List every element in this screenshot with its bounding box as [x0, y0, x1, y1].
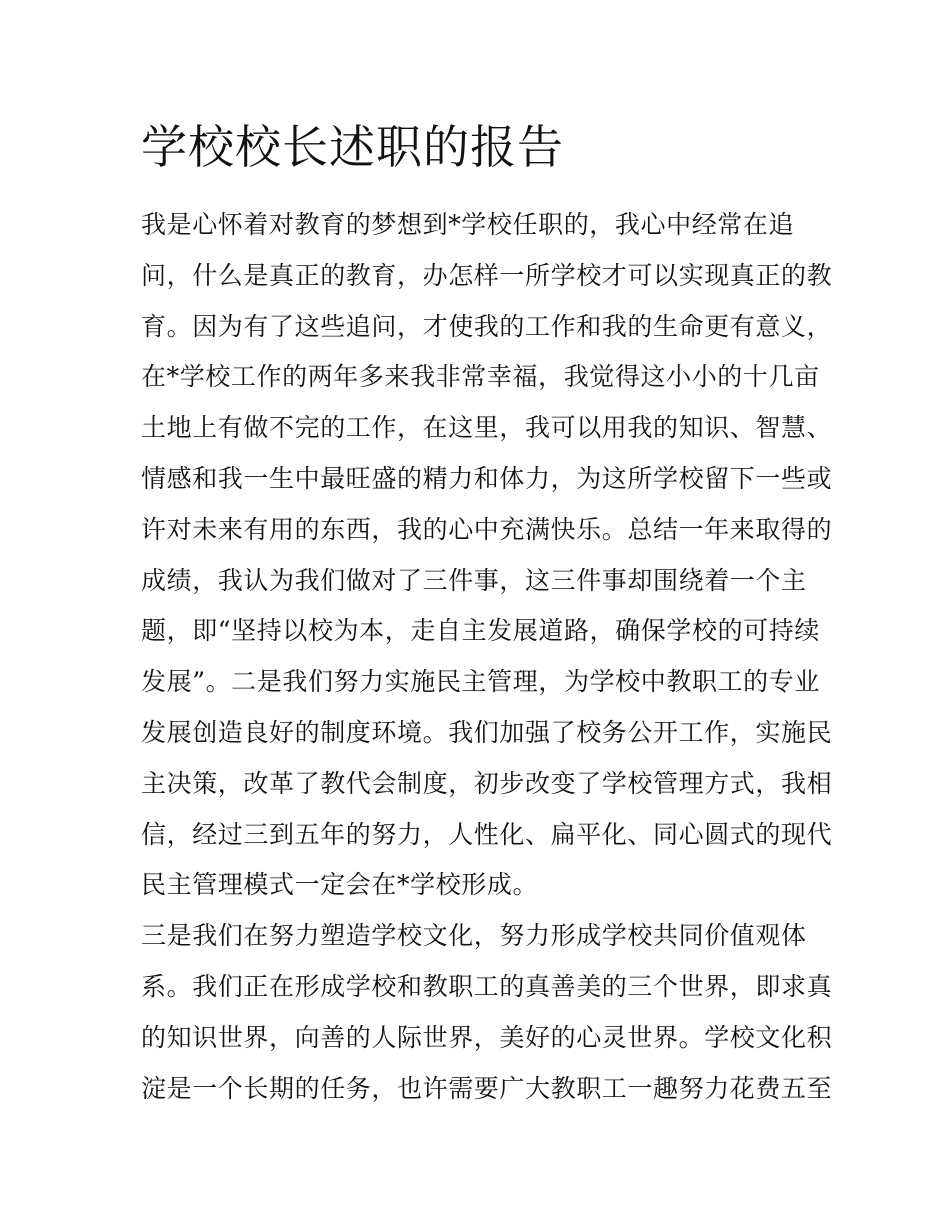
body-line: 主决策，改革了教代会制度，初步改变了学校管理方式，我相: [141, 768, 833, 798]
body-line: 土地上有做不完的工作，在这里，我可以用我的知识、智慧、: [141, 413, 833, 443]
body-line: 我是心怀着对教育的梦想到*学校任职的，我心中经常在追: [141, 210, 795, 239]
body-line: 系。我们正在形成学校和教职工的真善美的三个世界，即求真: [141, 971, 833, 1001]
body-line: 三是我们在努力塑造学校文化，努力形成学校共同价值观体: [141, 921, 807, 951]
body-line: 的知识世界，向善的人际世界，美好的心灵世界。学校文化积: [141, 1022, 833, 1052]
body-line: 育。因为有了这些追问，才使我的工作和我的生命更有意义，: [141, 311, 833, 341]
document-body: [141, 200, 833, 1114]
document-title: 学校校长述职的报告: [141, 120, 564, 174]
body-line: 发展创造良好的制度环境。我们加强了校务公开工作，实施民: [141, 717, 833, 747]
body-line: 民主管理模式一定会在*学校形成。: [141, 870, 539, 900]
body-line: 问，什么是真正的教育，办怎样一所学校才可以实现真正的教: [141, 260, 833, 290]
body-line: 许对未来有用的东西，我的心中充满快乐。总结一年来取得的: [141, 514, 833, 544]
body-line: 题，即“坚持以校为本，走自主发展道路，确保学校的可持续: [141, 616, 820, 646]
body-line: 成绩，我认为我们做对了三件事，这三件事却围绕着一个主: [141, 565, 807, 595]
body-line: 在*学校工作的两年多来我非常幸福，我觉得这小小的十几亩: [141, 362, 820, 392]
body-line: 情感和我一生中最旺盛的精力和体力，为这所学校留下一些或: [141, 463, 833, 493]
body-line: 淀是一个长期的任务，也许需要广大教职工一趣努力花费五至: [141, 1073, 833, 1103]
body-line: 信，经过三到五年的努力，人性化、扁平化、同心圆式的现代: [141, 819, 833, 849]
body-line: 发展”。二是我们努力实施民主管理，为学校中教职工的专业: [141, 667, 820, 697]
